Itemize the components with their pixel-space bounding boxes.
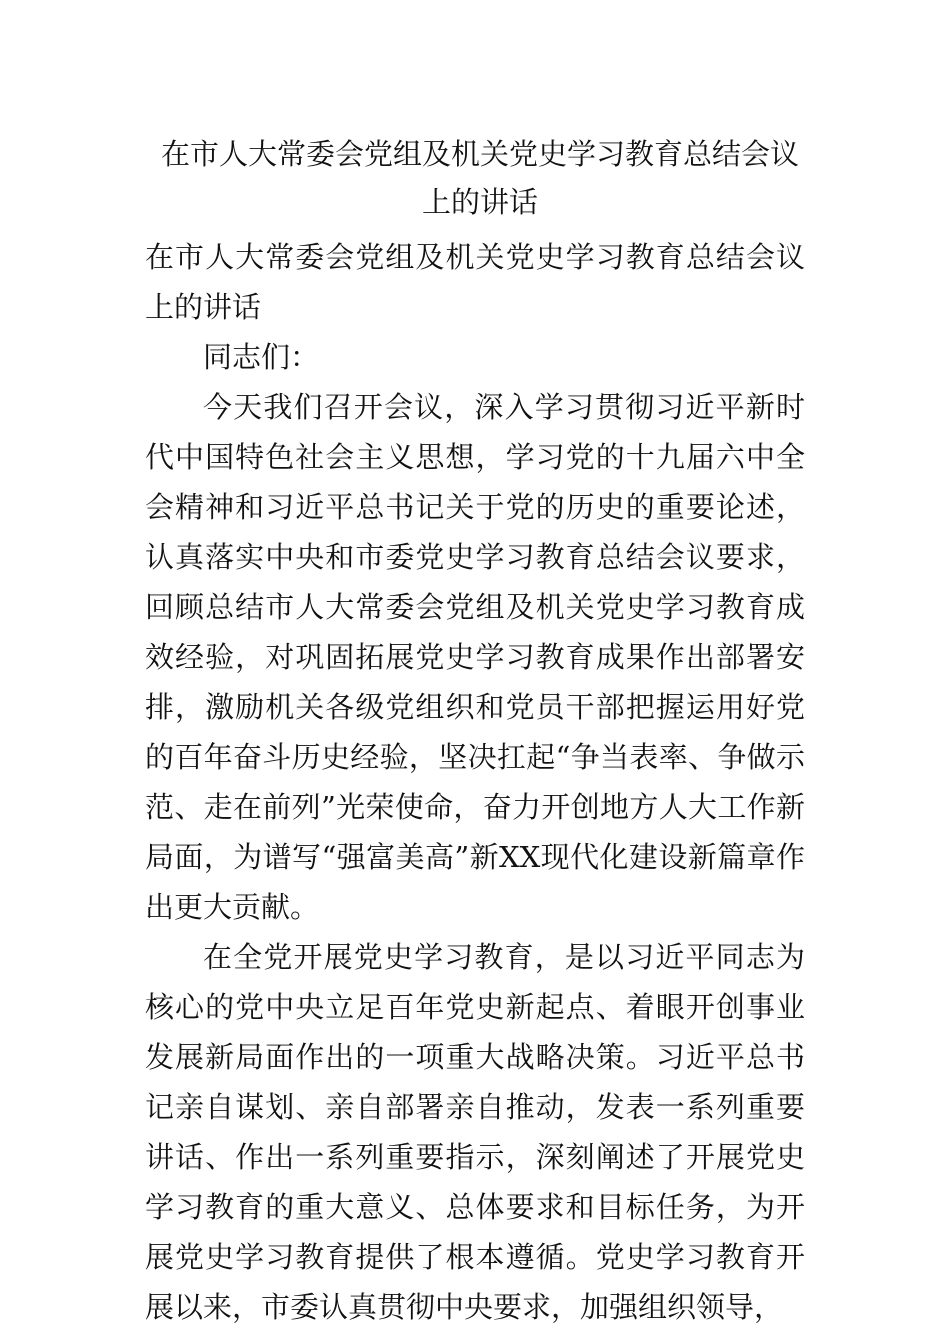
paragraph-1: 今天我们召开会议，深入学习贯彻习近平新时代中国特色社会主义思想，学习党的十九届六中全会精神和习近平总书记关于党的历史的重要论述，认真落实中央和市委党史学习教育总结会议要求，回顾总结市人大常委会党组及机关党史学习教育成效经验，对巩固拓展党史学习教育成果作出部署安排，激励机关各级党组织和党员干部把握运用好党的百年奋斗历史经验，坚决扛起“争当表率、争做示范、走在前列”光荣使命，奋力开创地方人大工作新局面，为谱写“强富美高”新XX现代化建设新篇章作出更大贡献。	[145, 390, 805, 924]
salutation: 同志们：	[203, 340, 320, 374]
paragraph-2: 在全党开展党史学习教育，是以习近平同志为核心的党中央立足百年党史新起点、着眼开创事业发展新局面作出的一项重大战略决策。习近平总书记亲自谋划、亲自部署亲自推动，发表一系列重要讲话、作出一系列重要指示，深刻阐述了开展党史学习教育的重大意义、总体要求和目标任务，为开展党史学习教育提供了根本遵循。党史学习教育开展以来，市委认真贯彻中央要求，加强组织领导，	[145, 940, 805, 1324]
document-subtitle: 在市人大常委会党组及机关党史学习教育总结会议上的讲话	[145, 240, 805, 324]
document-title: 在市人大常委会党组及机关党史学习教育总结会议上的讲话	[160, 137, 799, 219]
document-body	[145, 232, 805, 1332]
